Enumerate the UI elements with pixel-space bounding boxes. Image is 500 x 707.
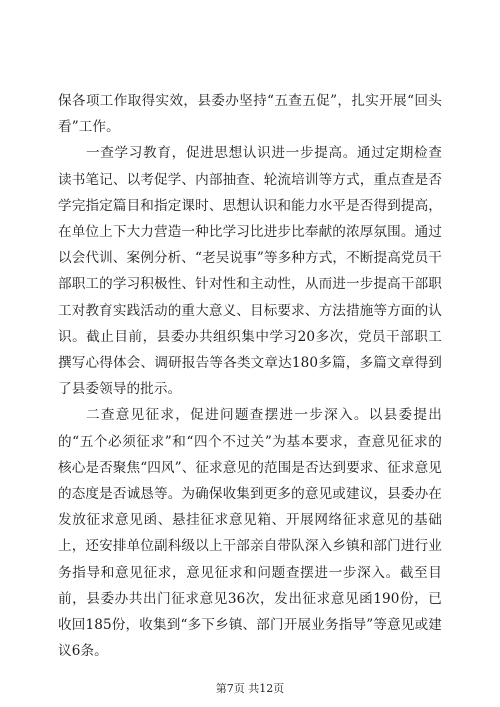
- body-text: [58, 88, 442, 664]
- paragraph-1: 保各项工作取得实效，县委办坚持“五查五促”，扎实开展“回头看”工作。: [58, 93, 442, 136]
- paragraph-3: 二查意见征求，促进问题查摆进一步深入。以县委提出的“五个必须征求”和“四个不过关”为基本要求，查意见征求的核心是否聚焦“四风”、征求意见的范围是否达到要求、征求意见的态度是否诚恳等。为确保收集到更多的意见或建议，县委办在发放征求意见函、悬挂征求意见箱、开展网络征求意见的基础上，还安排单位副科级以上干部亲自带队深入乡镇和部门进行业务指导和意见征求，意见征求和问题查摆进一步深入。截至目前，县委办共出门征求意见36次，发出征求意见函190份，已收回185份，收集到“多下乡镇、部门开展业务指导”等意见或建议6条。: [58, 407, 442, 660]
- paragraph-2: 一查学习教育，促进思想认识进一步提高。通过定期检查读书笔记、以考促学、内部抽查、轮流培训等方式，重点查是否学完指定篇目和指定课时、思想认识和能力水平是否得到提高，在单位上下大力营造一种比学习比进步比奉献的浓厚氛围。通过以会代训、案例分析、“老吴说事”等多种方式，不断提高党员干部职工的学习积极性、针对性和主动性，从而进一步提高干部职工对教育实践活动的重大意义、目标要求、方法措施等方面的认识。截止目前，县委办共组织集中学习20多次，党员干部职工撰写心得体会、调研报告等各类文章达180多篇，多篇文章得到了县委领导的批示。: [58, 145, 442, 398]
- page-number-footer: 第7页 共12页: [215, 682, 285, 695]
